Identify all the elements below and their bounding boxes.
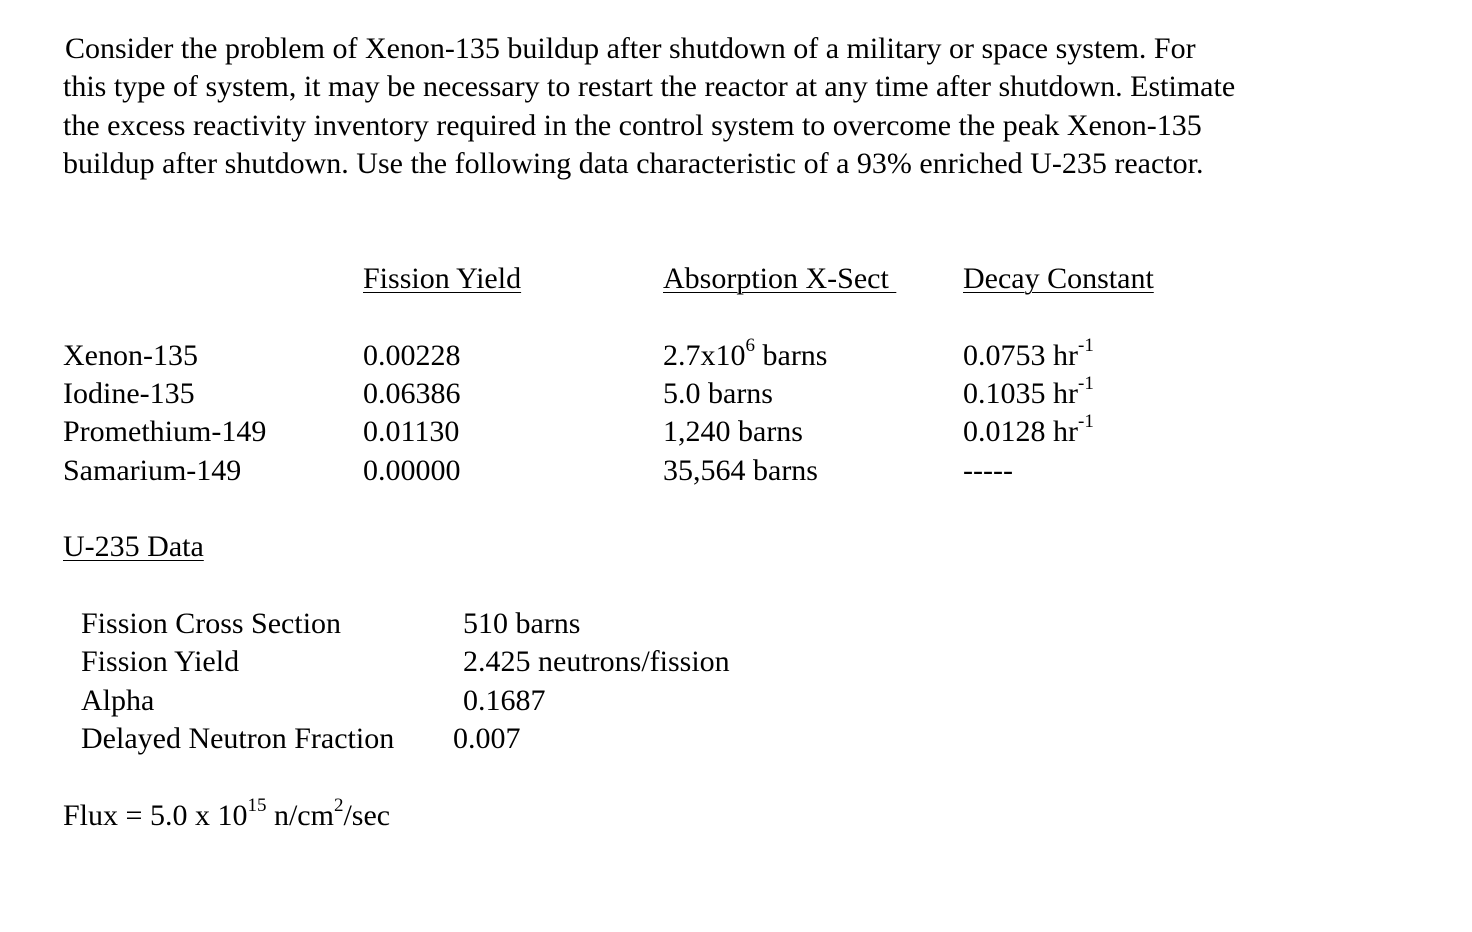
intro-line-1: Consider the problem of Xenon-135 buildup after shutdown of a military or space system. For [65,32,1196,65]
isotope-decay: ----- [963,454,1013,487]
decay-exponent: -1 [1078,411,1094,432]
decay-value: 0.0753 hr [963,339,1078,372]
header-absorption: Absorption X-Sect [663,262,897,295]
u235-label: Fission Cross Section [81,607,342,640]
intro-line-4: buildup after shutdown. Use the following data characteristic of a 93% enriched U-235 reactor. [63,147,1204,180]
absorption-base: 2.7x10 [663,339,746,372]
isotope-absorption: 5.0 barns [663,377,773,410]
isotope-name: Promethium-149 [63,415,267,448]
u235-value: 510 barns [463,607,581,640]
decay-exponent: -1 [1078,373,1094,394]
flux-suffix: /sec [343,799,391,832]
isotope-fission-yield: 0.06386 [363,377,461,410]
isotope-absorption: 35,564 barns [663,454,818,487]
absorption-unit: barns [755,339,828,372]
isotope-absorption [663,335,828,372]
u235-label: Delayed Neutron Fraction [81,722,395,755]
isotope-name: Samarium-149 [63,454,242,487]
isotope-absorption: 1,240 barns [663,415,803,448]
absorption-exponent: 6 [745,335,755,356]
u235-value: 0.1687 [463,684,546,717]
flux-statement [63,795,391,832]
u235-value: 0.007 [453,722,521,755]
isotope-decay [963,373,1094,410]
isotope-fission-yield: 0.00000 [363,454,461,487]
decay-value: 0.1035 hr [963,377,1078,410]
flux-unit: n/cm [266,799,334,832]
isotope-fission-yield: 0.01130 [363,415,460,448]
intro-line-3: the excess reactivity inventory required in the control system to overcome the peak Xenon-135 [63,109,1202,142]
flux-exponent: 15 [247,795,267,816]
u235-title: U-235 Data [63,530,204,563]
header-decay-constant: Decay Constant [963,262,1154,295]
header-fission-yield: Fission Yield [363,262,522,295]
isotope-fission-yield: 0.00228 [363,339,461,372]
u235-label: Alpha [81,684,155,717]
decay-exponent: -1 [1078,335,1094,356]
u235-value: 2.425 neutrons/fission [463,645,730,678]
isotope-name: Xenon-135 [63,339,198,372]
flux-prefix: Flux = 5.0 x 10 [63,799,248,832]
isotope-decay [963,335,1094,372]
isotope-name: Iodine-135 [63,377,195,410]
decay-value: 0.0128 hr [963,415,1078,448]
flux-area-exponent: 2 [333,795,344,816]
intro-line-2: this type of system, it may be necessary to restart the reactor at any time after shutdown. Estimate [63,70,1236,103]
isotope-decay [963,411,1094,448]
u235-label: Fission Yield [81,645,240,678]
